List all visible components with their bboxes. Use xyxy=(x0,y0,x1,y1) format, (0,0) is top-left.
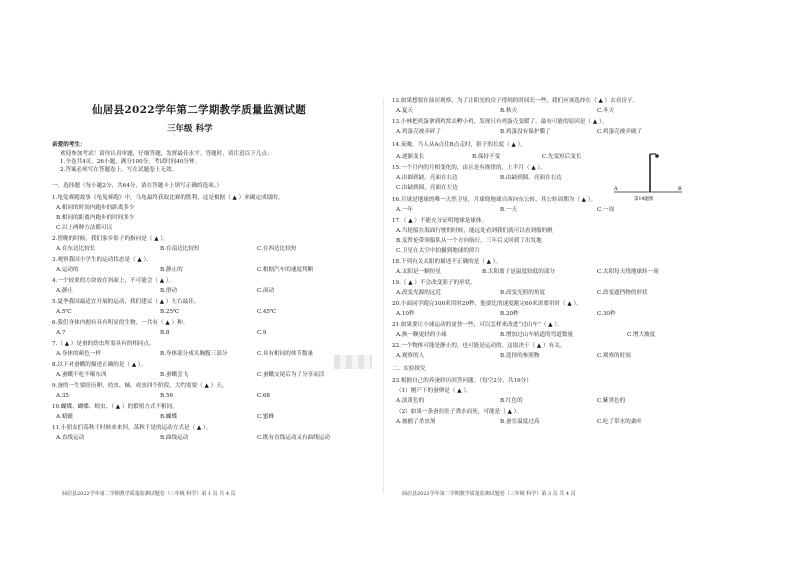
option-c: C.68 xyxy=(257,393,270,399)
option-c: C.45℃ xyxy=(257,309,277,315)
option-b: B.8 xyxy=(160,330,170,336)
option-c: C.蜜蜂 xyxy=(257,414,275,420)
option-c: C.观察的时间 xyxy=(597,353,631,359)
option-a: A.当轮船在海面行驶的时候，能远处看到我们就可以看到船的帆 xyxy=(396,228,553,234)
option-a: A.身体的颜色一样 xyxy=(56,351,101,357)
option-c: C.30秒 xyxy=(597,311,616,317)
option-a: A.在东边比较长 xyxy=(56,246,96,252)
notice-rule: 2.答案必须写在答题卷上，写在试题卷上无效。 xyxy=(60,167,178,173)
option-a: A.7 xyxy=(56,330,66,336)
question-6: 6.我们身体内拥有具有明显的生物，一共有（ ▲ ）种。 xyxy=(52,320,189,326)
option-c: C.紫黑色的 xyxy=(597,398,626,404)
option-c: C.鸡蛋壳被弄破了 xyxy=(597,129,643,135)
option-b: B.静止的 xyxy=(160,267,183,273)
option-a: A.一年 xyxy=(396,207,414,213)
question-7: 7.（ ▲ ）是蚕的幼虫所需具有的相同点。 xyxy=(52,341,155,347)
notice-intro: 欢迎参加考试！请你认真审题，仔细答题，发挥最佳水平。答题时，请注意以下几点： xyxy=(60,151,273,157)
option-b: B.太阳离子是温度较低的部分 xyxy=(482,269,556,275)
page-footer: 仙居县2022学年第二学期教学质量监测试题卷（三年级 科学）第 1 页 共 4 页 xyxy=(62,491,236,497)
lamp-icon xyxy=(655,154,659,158)
option-c: C.蚕蛾交尾后为了分享而活 xyxy=(257,372,325,378)
option-b: B.相同的距离内跑步的时间多少 xyxy=(56,215,135,221)
option-c: C.9 xyxy=(257,330,267,336)
option-c: C.一周 xyxy=(597,207,615,213)
option-a: A.直线运动 xyxy=(56,435,85,441)
option-b: B.蚕室温度过高 xyxy=(500,419,540,425)
option-c: C.既有直线运动又有曲线运动 xyxy=(257,435,330,441)
option-a: A.换一颗更轻的小球 xyxy=(396,332,447,338)
option-a: A.逐渐变长 xyxy=(396,154,425,160)
page-footer: 仙居县2022学年第二学期教学质量监测试题卷（三年级 科学）第 3 页 共 4 页 xyxy=(402,491,576,497)
question-17: 17.（ ▲ ）不能充分证明地球是球体。 xyxy=(392,218,488,224)
option-a: A.10秒 xyxy=(396,311,415,317)
option-c: C.以上两种方法都可以 xyxy=(56,225,113,231)
right-page xyxy=(392,60,742,500)
notice-rule: 1.全卷共4页，26小题，满分100分。考试时间40分钟。 xyxy=(60,159,201,165)
question-4: 4.一个较重的方块放在斜面上，不可能会（ ▲ ）。 xyxy=(52,278,175,284)
question-5: 5.夏季我国最适宜开展的运动，我们建议（ ▲ ）左右最佳。 xyxy=(52,299,200,305)
option-a: A.蜻蜓 xyxy=(56,414,74,420)
figure-caption: 第14题图 xyxy=(634,197,654,202)
option-b: B.身体部分成头胸腹三部分 xyxy=(160,351,228,357)
exam-title: 仙居县2022学年第二学期教学质量监测试题 xyxy=(92,104,307,116)
option-b: B.25℃ xyxy=(160,309,180,315)
question-15: 15.一个月内的月相变化的，由且是有规律的，上半月（ ▲ ）。 xyxy=(392,165,546,171)
option-a: A.淡黄色的 xyxy=(396,398,425,404)
option-b: B.保持不变 xyxy=(472,154,501,160)
left-page xyxy=(52,60,402,500)
option-c: C.冬天 xyxy=(597,108,615,114)
option-b: B.滑动 xyxy=(160,288,178,294)
option-a: A.太阳是一颗恒星 xyxy=(396,269,441,275)
option-b: B.20秒 xyxy=(500,311,519,317)
point-a-label: A xyxy=(614,186,618,192)
option-a: A.5℃ xyxy=(56,309,72,315)
question-12: 12.如果想要在仙居观察，为了让阳光的房子得到的时间长一些，我们应该选择在（ ▲ ）去看房子。 xyxy=(392,98,639,104)
option-b: B.鸡蛋没有保护膜了 xyxy=(500,129,551,135)
option-c: C.改变遮挡物的形状 xyxy=(597,290,648,296)
question-11: 11.小朋友们荡秋千时候来来回，荡秋千是的运动方式是（ ▲ ）。 xyxy=(52,425,212,431)
question-23-1: （1）刚产下的蚕卵是（ ▲ ）。 xyxy=(396,388,472,394)
option-b: B.改变光照的角度 xyxy=(500,290,546,296)
question-1: 1.龟兔赛跑故事《龟兔赛跑》中，乌龟最终获取比赛的胜利，这是根据（ ▲ ）来确定成绩的。 xyxy=(52,195,284,201)
option-c: C.滚动 xyxy=(257,288,275,294)
option-b: B.曲线运动 xyxy=(160,435,189,441)
option-a: A.35 xyxy=(56,393,69,399)
question-16: 16.月球是地球的唯一天然卫星，月球绕地球自西向东公转，其公转周期为（ ▲ ）。 xyxy=(392,197,597,203)
option-a: A.鸡蛋壳被弄碎了 xyxy=(396,129,441,135)
notice-heading: 亲爱的考生： xyxy=(52,142,86,148)
section-heading: 一、选择题（每小题2分，共64分，请在答题卡上填写正确的选项。） xyxy=(52,183,223,189)
shadow-figure xyxy=(612,142,684,202)
option-a: A.运动的 xyxy=(56,267,79,273)
question-9: 9.蚕的一生要经历卵、幼虫、蛹、成虫四个阶段，大约需要（ ▲ ）天。 xyxy=(52,383,228,389)
question-2: 2.傍晚的时候，我们家乡影子的指向是（ ▲ ）。 xyxy=(52,236,169,242)
option-b: B.由缺到圆，亮面在右边 xyxy=(500,175,562,181)
question-23: 23.根据自己的养蚕经历回答问题。（每空2分，共16分） xyxy=(392,378,532,384)
option-b: B.蚕蛾会飞 xyxy=(160,372,189,378)
option-a: A.观察的人 xyxy=(396,353,425,359)
option-c: C.根据汽车的速度判断 xyxy=(257,267,314,273)
question-14: 14.夜晚，当人从A点往B点走时，影子的长度（ ▲ ）。 xyxy=(392,142,526,148)
option-a: A.由圆到缺，亮面在右边 xyxy=(396,175,458,181)
option-b: B.选择的参照物 xyxy=(500,353,540,359)
option-b: B.增加过山车轨道的弯道数量 xyxy=(500,332,574,338)
option-c: C.增大坡度 xyxy=(627,332,656,338)
option-b: B.麦哲伦带领船队从一个方向航行，三年后又回到了出发地 xyxy=(396,238,542,244)
watermark-blur xyxy=(334,355,372,369)
question-8: 8.以下对蚕蛾的描述正确的是（ ▲ ）。 xyxy=(52,362,147,368)
question-18: 18.下列有关太阳的描述不正确的是（ ▲ ）。 xyxy=(392,259,502,265)
option-b: B.56 xyxy=(160,393,174,399)
option-b: B.在南边比较短 xyxy=(160,246,200,252)
option-c: C.吃了带水的桑叶 xyxy=(597,419,643,425)
option-b: B.蝴蝶 xyxy=(160,414,178,420)
option-c: C.卫星在太空中拍摄到地球的照片 xyxy=(396,248,481,254)
option-a: A.夏天 xyxy=(396,108,414,114)
option-a: A.被捕了杀虫剂 xyxy=(396,419,436,425)
option-b: B.一天 xyxy=(500,207,518,213)
option-c: C.太阳每天绕地球转一周 xyxy=(597,269,659,275)
question-19: 19.（ ▲ ）不会改变影子的形状。 xyxy=(392,280,476,286)
option-a: A.静止 xyxy=(56,288,74,294)
option-c: C.由缺到圆，亮面在左边 xyxy=(396,185,458,191)
option-c: C.在西边比较短 xyxy=(257,246,297,252)
question-22: 22.一个物体可能是静止的，也可能是运动的，这取决于（ ▲ ）有关。 xyxy=(392,343,566,349)
question-23-2: （2）如果一条蚕拉肚子粪水而死，可能是（ ▲ ）。 xyxy=(396,409,523,415)
option-c: C.具有相同的体节数量 xyxy=(257,351,314,357)
section-heading: 二、实验探究 xyxy=(392,366,426,372)
question-21: 21.如果要让小球运动的更快一些，可以怎样来改进“过山车”（ ▲ ）。 xyxy=(392,322,563,328)
option-a: A.改变光源的远近 xyxy=(396,290,441,296)
option-a: A.相同的时间内跑步的距离多少 xyxy=(56,205,135,211)
option-a: A.蚕蛾不吃不喝东西 xyxy=(56,372,107,378)
exam-subtitle: 三年级 科学 xyxy=(167,124,213,134)
question-10: 10.蝴蝶、蝴蝶、蝗虫、（ ▲ ）的繁殖方式不相同。 xyxy=(52,404,178,410)
question-13: 13.小林把鸡蛋拿到鸡窝去孵小鸡，发现只有鸡蛋壳变暖了，最有可能的原因是（ ▲ ）。 xyxy=(392,119,608,125)
point-b-label: B xyxy=(678,186,682,192)
option-b: B.秋天 xyxy=(500,108,518,114)
option-c: C.先变短后变长 xyxy=(542,154,582,160)
question-20: 20.小面同学跑完100米用时20秒，他要比的速度跑完60米需要用时（ ▲ ）。 xyxy=(392,301,582,307)
question-3: 3.观察我国小学生的运动状态是（ ▲ ）。 xyxy=(52,257,152,263)
option-b: B.红色的 xyxy=(500,398,523,404)
